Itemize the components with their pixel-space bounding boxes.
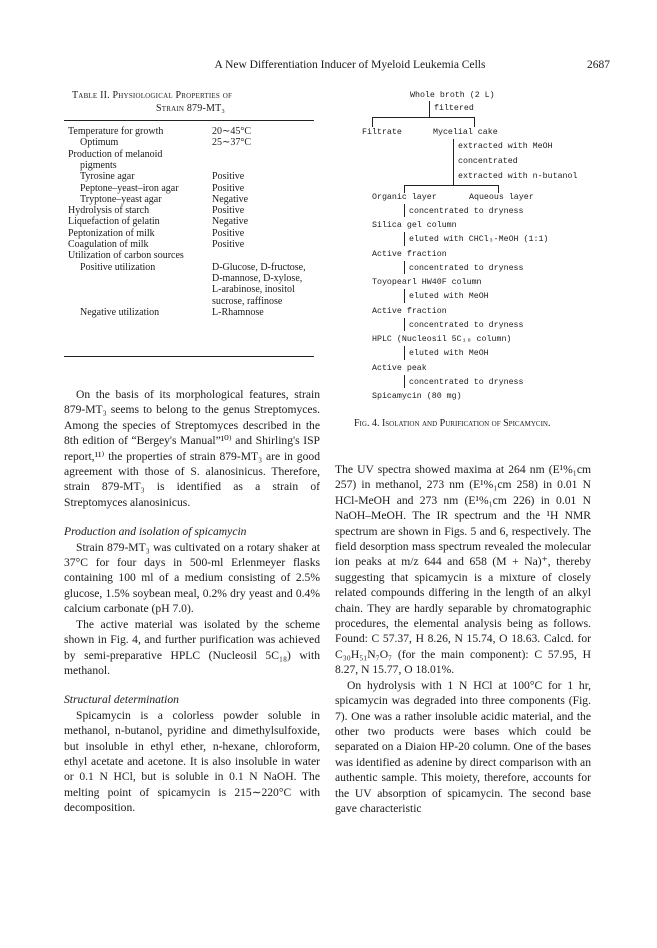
fc-hplc: HPLC (Nucleosil 5C₁₈ column)	[372, 335, 512, 344]
table-row-label: Tryptone–yeast agar	[80, 193, 162, 205]
fc-split-line	[372, 117, 475, 118]
paragraph: The active material was isolated by the scheme shown in Fig. 4, and further purification was achieved by semi-preparative HPLC (Nucleosil 5C₁₈) with methanol.	[64, 617, 320, 677]
fc-mycelial-cake: Mycelial cake	[433, 128, 498, 137]
table-caption-line1: Table II. Physiological Properties of	[72, 90, 233, 101]
fc-line	[498, 185, 499, 193]
fc-conc-dry-3: concentrated to dryness	[409, 321, 524, 330]
fc-active-fraction-1: Active fraction	[372, 250, 447, 259]
fc-silica: Silica gel column	[372, 221, 457, 230]
table-row-value: L-arabinose, inositol	[212, 284, 295, 296]
paragraph: Strain 879-MT₃ was cultivated on a rotary shaker at 37°C for four days in 500-ml Erlenmeyer flasks containing 100 ml of a medium consisting of 2.5% glucose, 1.5% soybean meal, 0.2% dry yeast and 0.4% calcium carbonate (pH 7.0).	[64, 540, 320, 616]
fc-eluted-meoh-1: eluted with MeOH	[409, 292, 489, 301]
table-row-value: Positive	[212, 171, 245, 183]
fc-filtrate: Filtrate	[362, 128, 402, 137]
paragraph: On the basis of its morphological features, strain 879-MT₃ seems to belong to the genus Streptomyces. Among the species of Streptomyces described in the 8th edition of “Bergey's Manual”¹⁰⁾ and Shirling's ISP report,¹¹⁾ the properties of strain 879-MT₃ are in good agreement with those of S. alanosinicus. Therefore, strain 879-MT₃ is identified as a strain of Streptomyces alanosinicus.	[64, 388, 320, 509]
fc-line	[404, 289, 405, 303]
table-row-value: Positive	[212, 227, 245, 239]
paragraph: On hydrolysis with 1 N HCl at 100°C for 1 hr, spicamycin was degraded into three components (Fig. 7). One was a rather insoluble acidic material, and the other two products were bases which could be separated on a Diaion HP-20 column. One of the bases was identified as adenine by direct comparison with an authentic sample. This moiety, therefore, accounts for the UV absorption of spicamycin. The second base gave characteristic	[335, 678, 591, 815]
table-row-label: Positive utilization	[80, 261, 156, 273]
fc-step-butanol: extracted with n-butanol	[458, 172, 578, 181]
fc-aqueous-layer: Aqueous layer	[469, 193, 534, 202]
table-caption	[72, 89, 232, 115]
table-row-label: Temperature for growth	[68, 126, 164, 137]
fc-filtered: filtered	[434, 104, 474, 113]
fc-line	[404, 318, 405, 331]
fc-line	[404, 185, 405, 193]
fc-toyopearl: Toyopearl HW40F column	[372, 278, 482, 287]
table-row-value: 20∼45°C	[212, 126, 252, 137]
table-row-label: Peptone–yeast–iron agar	[80, 182, 179, 194]
left-column	[64, 387, 320, 816]
table-row-value: D-Glucose, D-fructose,	[212, 261, 306, 273]
paragraph: Spicamycin is a colorless powder soluble in methanol, n-butanol, pyridine and dimethylsulfoxide, but insoluble in ethyl ether, n-hexane, chloroform, ethyl acetate and acetone. It is also insoluble in water or 0.1 N HCl, but is soluble in 0.1 N NaOH. The melting point of spicamycin is 215∼220°C with decomposition.	[64, 708, 320, 815]
fc-active-fraction-2: Active fraction	[372, 307, 447, 316]
section-heading: Structural determination	[64, 693, 179, 707]
section-heading: Production and isolation of spicamycin	[64, 525, 247, 539]
table-bottom-rule	[64, 356, 314, 357]
table-row-value: D-mannose, D-xylose,	[212, 272, 303, 284]
fc-conc-dry-1: concentrated to dryness	[409, 207, 524, 216]
fc-conc-dry-2: concentrated to dryness	[409, 264, 524, 273]
table-row-label: pigments	[80, 159, 117, 171]
table-top-rule	[64, 120, 314, 121]
fc-active-peak: Active peak	[372, 364, 427, 373]
table-row-value: Positive	[212, 182, 245, 194]
table-row-value: Negative	[212, 216, 249, 228]
table-row-label: Negative utilization	[80, 306, 160, 318]
fc-line	[404, 232, 405, 246]
fc-line	[404, 261, 405, 274]
table-row-label: Tyrosine agar	[80, 171, 135, 183]
fc-step-concentrated: concentrated	[458, 157, 518, 166]
fc-eluted-meoh-2: eluted with MeOH	[409, 349, 489, 358]
page-number: 2687	[587, 59, 610, 71]
right-column	[335, 462, 591, 816]
table-row-label: Production of melanoid	[68, 148, 163, 160]
table-row-value: 25∼37°C	[212, 137, 252, 149]
fc-whole-broth: Whole broth (2 L)	[410, 91, 495, 100]
table-row-label: Hydrolysis of starch	[68, 205, 150, 217]
fc-step-meoh: extracted with MeOH	[458, 142, 553, 151]
paragraph: The UV spectra showed maxima at 264 nm (E¹%₁cm 257) in methanol, 273 nm (E¹%₁cm 258) in 0.01 N HCl-MeOH and 273 nm (E¹%₁cm 226) in 0.01 N NaOH–MeOH. The IR spectrum and the ¹H NMR spectrum are shown in Figs. 5 and 6, respectively. The field desorption mass spectrum revealed the molecular ion peaks at m/z 644 and 658 (M + Na)⁺, thereby suggesting that spicamycin is a mixture of closely related compounds differing in the length of an alkyl chain. They are hardly separable by chromatographic procedures, the elemental analysis being as follows. Found: C 57.37, H 8.26, N 15.74, O 18.63. Calcd. for C₃₀H₅₁N₇O₇ (for the main component): C 57.95, H 8.27, N 15.77, O 18.01%.	[335, 463, 591, 677]
table-row-label: Optimum	[80, 137, 119, 149]
table-row-value: L-Rhamnose	[212, 306, 264, 318]
table-row-value: Positive	[212, 239, 245, 250]
fc-line	[372, 117, 373, 127]
table-row-value: Positive	[212, 205, 245, 217]
fc-split-line	[404, 185, 499, 186]
fc-line	[404, 346, 405, 360]
fc-line	[404, 204, 405, 217]
fc-line	[429, 101, 430, 117]
fc-line	[474, 117, 475, 127]
running-title: A New Differentiation Inducer of Myeloid Leukemia Cells	[214, 59, 486, 71]
fc-spicamycin: Spicamycin (80 mg)	[372, 392, 462, 401]
figure-caption: Fig. 4. Isolation and Purification of Spicamycin.	[354, 418, 551, 429]
fc-line	[453, 139, 454, 185]
table-row-label: Peptonization of milk	[68, 227, 155, 239]
fc-organic-layer: Organic layer	[372, 193, 437, 202]
table-row-label: Liquefaction of gelatin	[68, 216, 160, 228]
fc-conc-dry-4: concentrated to dryness	[409, 378, 524, 387]
table-caption-line2: Strain 879-MT₃	[156, 103, 226, 114]
table-row-label: Utilization of carbon sources	[68, 250, 184, 262]
fc-line	[404, 375, 405, 388]
fc-eluted-chcl3: eluted with CHCl₃-MeOH (1:1)	[409, 235, 549, 244]
table-row-value: Negative	[212, 193, 249, 205]
table-row-label: Coagulation of milk	[68, 239, 149, 250]
table-row-value: sucrose, raffinose	[212, 295, 283, 307]
